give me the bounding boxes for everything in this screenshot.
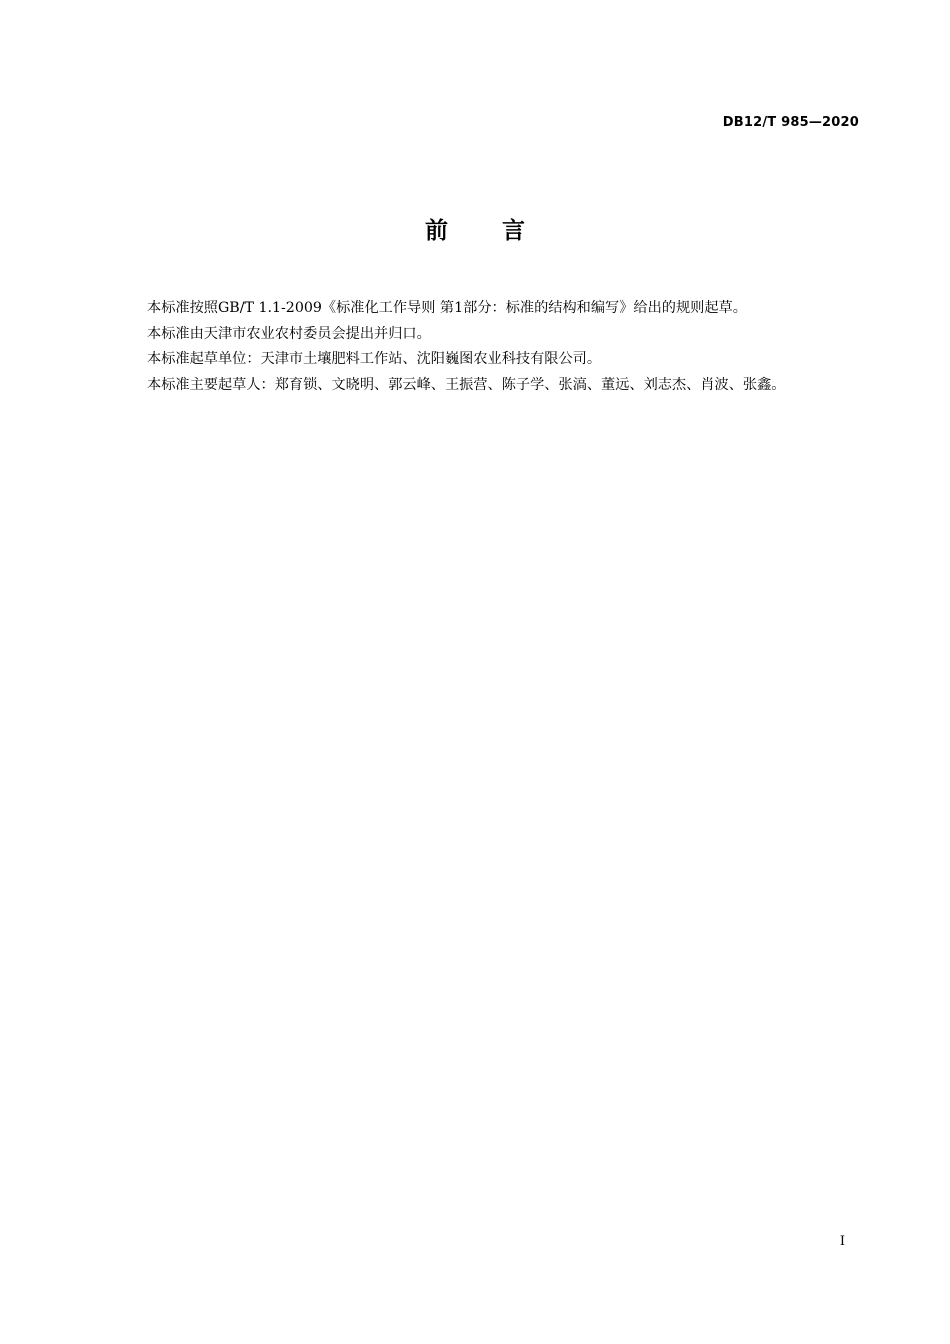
title-char-2: 言 [502, 218, 525, 244]
page-number: I [839, 1234, 845, 1249]
title-char-1: 前 [425, 218, 448, 244]
paragraph-drafters: 本标准主要起草人：郑育锁、文晓明、郭云峰、王振营、陈子学、张滈、董远、刘志杰、肖波、张鑫。 [147, 376, 786, 393]
paragraph-drafting-rules: 本标准按照GB/T 1.1-2009《标准化工作导则 第1部分：标准的结构和编写》给出的规则起草。 [147, 300, 747, 316]
paragraph-drafting-units: 本标准起草单位：天津市土壤肥料工作站、沈阳巍图农业科技有限公司。 [147, 351, 602, 368]
paragraph-proposer: 本标准由天津市农业农村委员会提出并归口。 [147, 325, 431, 342]
standard-code: DB12/T 985—2020 [722, 115, 859, 130]
page-title [0, 212, 950, 245]
foreword-body [115, 296, 860, 398]
